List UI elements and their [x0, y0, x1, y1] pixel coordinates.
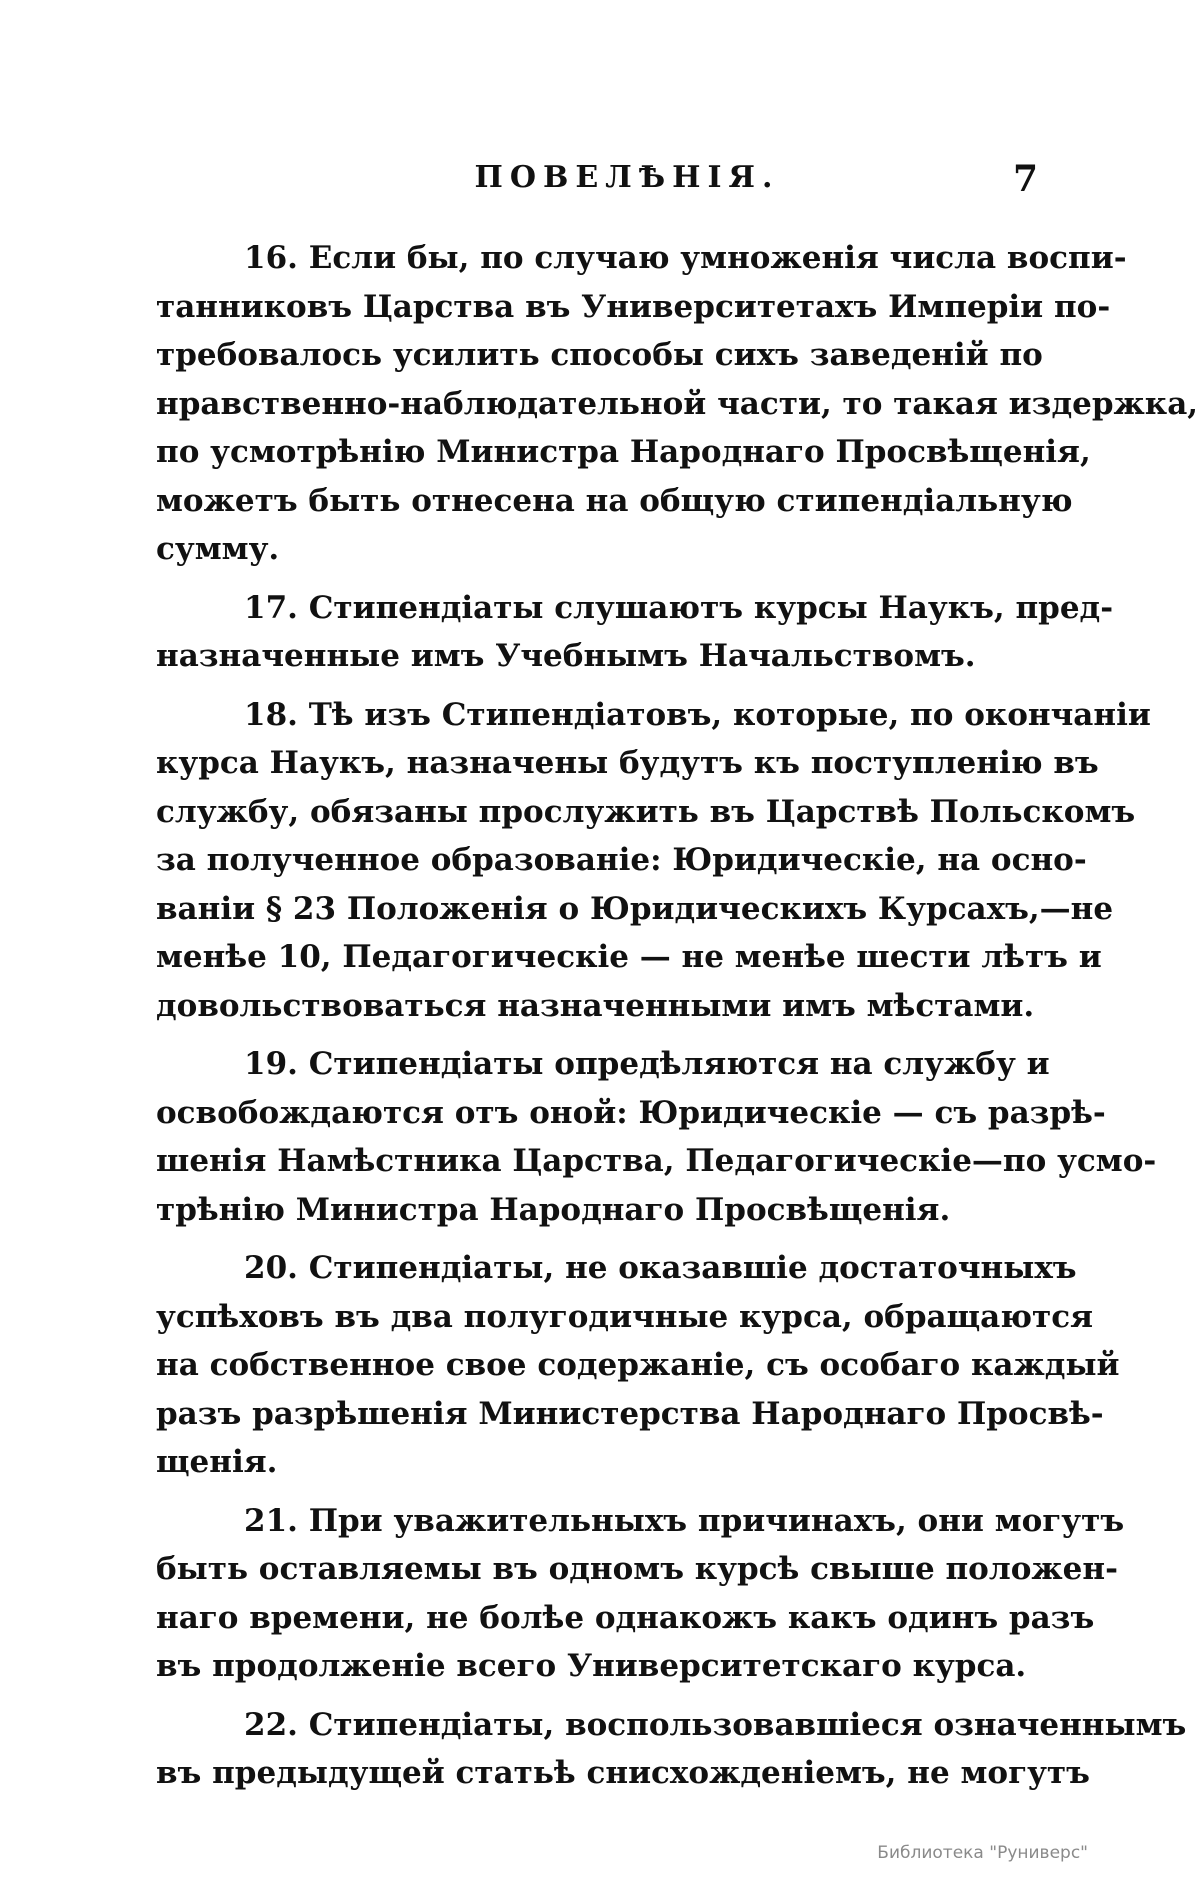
text-line: можетъ быть отнесена на общую стипендіальную — [156, 482, 1073, 519]
text-line: менѣе 10, Педагогическіе — не менѣе шести лѣтъ и — [156, 939, 1102, 975]
paragraph-21 — [156, 1497, 1125, 1691]
text-line: успѣховъ въ два полугодичные курса, обращаются — [156, 1298, 1094, 1335]
text-line: довольствоваться назначенными имъ мѣстами. — [156, 987, 1035, 1024]
text-line: требовалось усилить способы сихъ заведеній по — [156, 337, 1043, 373]
text-line: танниковъ Царства въ Университетахъ Имперіи по- — [156, 288, 1111, 325]
text-line: освобождаются отъ оной: Юридическіе — съ разрѣ- — [156, 1094, 1106, 1131]
paragraph-20 — [156, 1244, 1120, 1487]
text-line: въ продолженіе всего Университетскаго курса. — [156, 1648, 1027, 1684]
text-line: щенія. — [156, 1444, 278, 1480]
paragraph-19 — [156, 1040, 1157, 1234]
text-line: 19. Стипендіаты опредѣляются на службу и — [244, 1046, 1050, 1082]
text-line: по усмотрѣнію Министра Народнаго Просвѣщенія, — [156, 434, 1091, 470]
text-line: курса Наукъ, назначены будутъ къ поступленію въ — [156, 745, 1099, 781]
book-page — [156, 158, 1199, 1808]
text-line: шенія Намѣстника Царства, Педагогическіе—по усмо- — [156, 1143, 1157, 1179]
text-line: за полученное образованіе: Юридическіе, на осно- — [156, 842, 1087, 878]
text-line: быть оставляемы въ одномъ курсѣ свыше положен- — [156, 1551, 1118, 1587]
text-line: трѣнію Министра Народнаго Просвѣщенія. — [156, 1191, 951, 1228]
text-line: сумму. — [156, 531, 280, 567]
running-head — [156, 160, 1038, 204]
text-line: 16. Если бы, по случаю умноженія числа воспи- — [244, 240, 1127, 276]
text-line: разъ разрѣшенія Министерства Народнаго Просвѣ- — [156, 1395, 1104, 1432]
paragraph-17 — [156, 584, 1114, 681]
text-line: на собственное свое содержаніе, съ особаго каждый — [156, 1347, 1120, 1383]
text-line: 17. Стипендіаты слушаютъ курсы Наукъ, пред- — [244, 589, 1114, 626]
text-line: назначенные имъ Учебнымъ Начальствомъ. — [156, 638, 976, 674]
text-line: 21. При уважительныхъ причинахъ, они могутъ — [244, 1502, 1125, 1539]
library-watermark: Библиотека "Руниверс" — [877, 1843, 1088, 1863]
text-line: 18. Тѣ изъ Стипендіатовъ, которые, по окончаніи — [244, 696, 1151, 733]
text-line: наго времени, не болѣе однакожъ какъ одинъ разъ — [156, 1599, 1095, 1636]
text-line: нравственно-наблюдательной части, то такая издержка, — [156, 385, 1199, 422]
paragraph-16 — [156, 234, 1199, 574]
text-line: 22. Стипендіаты, воспользовавшіеся означеннымъ — [244, 1706, 1187, 1743]
text-line: службу, обязаны прослужить въ Царствѣ Польскомъ — [156, 793, 1136, 830]
text-line: ваніи § 23 Положенія о Юридическихъ Курсахъ,—не — [156, 890, 1114, 927]
paragraph-22 — [156, 1701, 1187, 1798]
running-title: ПОВЕЛѢНІЯ. — [474, 160, 780, 195]
page-number: 7 — [1012, 158, 1038, 200]
text-line: въ предыдущей статьѣ снисхожденіемъ, не могутъ — [156, 1755, 1090, 1791]
paragraph-18 — [156, 691, 1151, 1031]
text-line: 20. Стипендіаты, не оказавшіе достаточныхъ — [244, 1250, 1077, 1286]
